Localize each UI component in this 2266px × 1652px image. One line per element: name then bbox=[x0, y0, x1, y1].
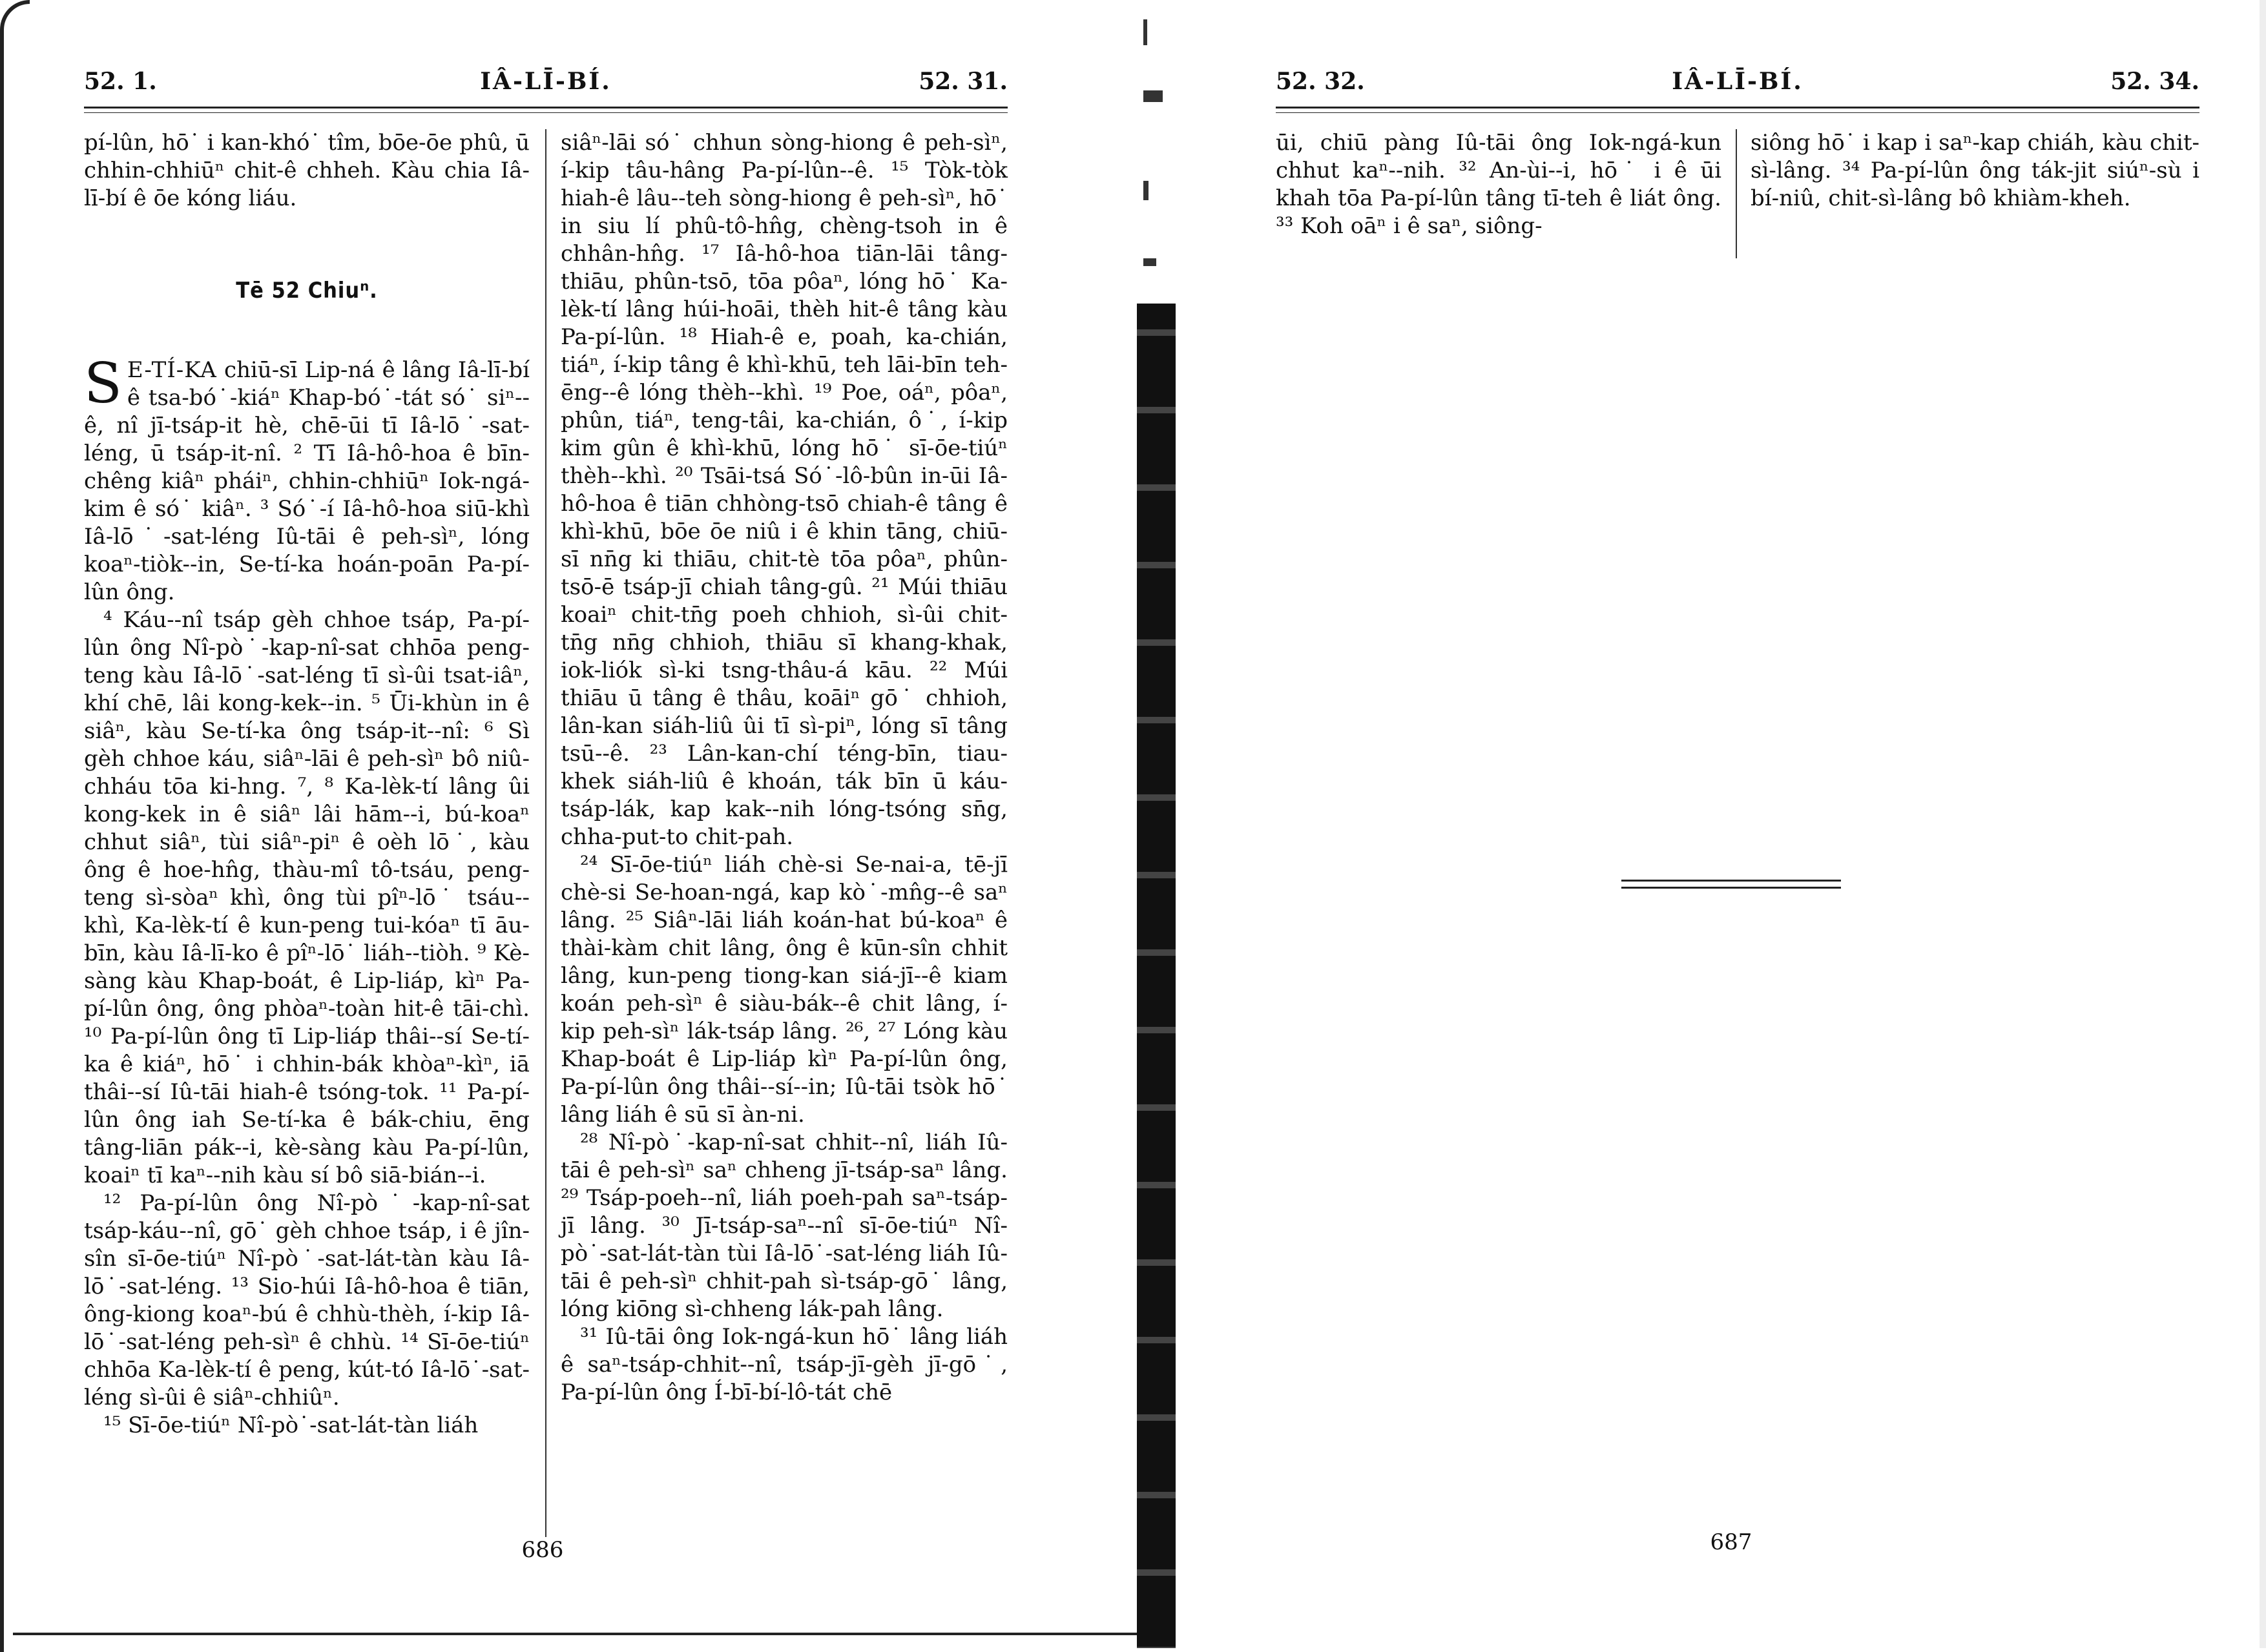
verse-ref-end: 52. 31. bbox=[919, 68, 1008, 95]
header-rule bbox=[1276, 107, 2199, 113]
chapter-heading: Tē 52 Chiuⁿ. bbox=[236, 278, 378, 304]
chapter-opening-paragraph bbox=[84, 351, 530, 606]
paragraph: ³¹ Iû-tāi ông Iok-ngá-kun hō˙ lâng liáh ê saⁿ-tsáp-chhit--nî, tsáp-jī-gèh jī-gō˙, Pa-pí-lûn ông Í-bī-bí-lô-tát chē bbox=[561, 1324, 1008, 1405]
right-page bbox=[1137, 0, 2266, 1648]
text-column-2 bbox=[1751, 129, 2199, 212]
book-gutter bbox=[1137, 304, 1176, 1648]
running-head-right-page bbox=[1276, 68, 2199, 100]
paragraph: siâⁿ-lāi só˙ chhun sòng-hiong ê peh-sìⁿ, í-kip tâu-hâng Pa-pí-lûn--ê. ¹⁵ Tòk-tòk hiah-ê lâu--teh sòng-hiong ê peh-sìⁿ, hō˙ in siu lí phû-tô-hn̂g, chèng-tsoh in ê chhân-hn̂g. ¹⁷ Iâ-hô-hoa tiān-lāi tâng-thiāu, phûn-tsō, tōa pôaⁿ, lóng hō˙ Ka-lèk-tí lâng húi-hoāi, thèh hit-ê tâng kàu Pa-pí-lûn. ¹⁸ Hiah-ê e, poah, ka-chián, tiáⁿ, í-kip tâng ê khì-khū, teh lāi-bīn teh-ēng--ê lóng thèh--khì. ¹⁹ Poe, oáⁿ, pôaⁿ, phûn, tiáⁿ, teng-tâi, ka-chián, ô˙, í-kip kim gûn ê khì-khū, lóng hō˙ sī-ōe-tiúⁿ thèh--khì. ²⁰ Tsāi-tsá Só˙-lô-bûn in-ūi Iâ-hô-hoa ê tiān chhòng-tsō chiah-ê tâng ê khì-khū, bōe ōe niû i ê khin tāng, chiū-sī nn̄g ki thiāu, chit-tè tōa pôaⁿ, phûn-tsō-ē tsáp-jī chiah tâng-gû. ²¹ Múi thiāu koaiⁿ chit-tn̄g poeh chhioh, sì-ûi chit-tn̄g nn̄g chhioh, thiāu sī khang-khak, iok-liók sì-ki tsng-thâu-á kāu. ²² Múi thiāu ū tâng ê thâu, koāiⁿ gō˙ chhioh, lân-kan siáh-liû ûi tī sì-piⁿ, lóng sī tâng tsū--ê. ²³ Lân-kan-chí téng-bīn, tiau-khek siáh-liû ê khoán, ták bīn ū káu-tsáp-lák, kap kak--nih lóng-tsóng sn̄g, chha-put-to chit-pah. bbox=[561, 130, 1008, 850]
text-column-2 bbox=[561, 129, 1008, 1407]
page-number: 686 bbox=[521, 1537, 564, 1563]
paragraph: ¹⁵ Sī-ōe-tiúⁿ Nî-pò˙-sat-lát-tàn liáh bbox=[103, 1412, 479, 1438]
verse-ref-end: 52. 34. bbox=[2110, 68, 2199, 95]
paragraph: ⁴ Káu--nî tsáp gèh chhoe tsáp, Pa-pí-lûn ông Nî-pò˙-kap-nî-sat chhōa peng-teng kàu Iâ-lō˙-sat-léng tī sì-ûi tsat-iâⁿ, khí chē, lâi kong-kek--in. ⁵ Ūi-khùn in ê siâⁿ, kàu Se-tí-ka ông tsáp-it--nî: ⁶ Sì gèh chhoe káu, siâⁿ-lāi ê peh-sìⁿ bô niû-chháu tōa ki-hng. ⁷, ⁸ Ka-lèk-tí lâng ûi kong-kek in ê siâⁿ lâi hām--i, bú-koaⁿ chhut siâⁿ, tùi siâⁿ-piⁿ ê oèh lō˙, kàu ông ê hoe-hn̂g, thàu-mî tô-tsáu, peng-teng sì-sòaⁿ khì, ông tùi pîⁿ-lō˙ tsáu--khì, Ka-lèk-tí ê kun-peng tui-kóaⁿ tī āu-bīn, kàu Iâ-lī-ko ê pîⁿ-lō˙ liáh--tiòh. ⁹ Kè-sàng kàu Khap-boát, ê Lip-liáp, kìⁿ Pa-pí-lûn ông, ông phòaⁿ-toàn hit-ê tāi-chì. ¹⁰ Pa-pí-lûn ông tī Lip-liáp thâi--sí Se-tí-ka ê kiáⁿ, hō˙ i chhin-bák khòaⁿ-kìⁿ, iā thâi--sí Iû-tāi hiah-ê tsóng-tok. ¹¹ Pa-pí-lûn ông iah Se-tí-ka ê bák-chiu, ēng tâng-liān pák--i, kè-sàng kàu Pa-pí-lûn, koaiⁿ tī kaⁿ--nih kàu sí bô siā-bián--i. bbox=[84, 607, 530, 1188]
page-edge-shadow bbox=[0, 0, 30, 1652]
paragraph-text: chiū-sī Lip-ná ê lâng Iâ-lī-bí ê tsa-bó˙-kiáⁿ Khap-bó˙-tát só˙ siⁿ--ê, nî jī-tsáp-it hè, chē-ūi tī Iâ-lō˙-sat-léng, ū tsáp-it-nî. ² Tī Iâ-hô-hoa ê bīn-chêng kiâⁿ pháiⁿ, chhin-chhiūⁿ Iok-ngá-kim ê só˙ kiâⁿ. ³ Só˙-í Iâ-hô-hoa siū-khì Iâ-lō˙-sat-léng Iû-tāi ê peh-sìⁿ, lóng koaⁿ-tiòk--in, Se-tí-ka hoán-poān Pa-pí-lûn ông. bbox=[84, 357, 530, 605]
book-title: IÂ-LĪ-BÍ. bbox=[1672, 68, 1803, 95]
paragraph: ²⁸ Nî-pò˙-kap-nî-sat chhit--nî, liáh Iû-tāi ê peh-sìⁿ saⁿ chheng jī-tsáp-saⁿ lâng. ²⁹ Tsáp-poeh--nî, liáh poeh-pah saⁿ-tsáp-jī lâng. ³⁰ Jī-tsáp-saⁿ--nî sī-ōe-tiúⁿ Nî-pò˙-sat-lát-tàn tùi Iâ-lō˙-sat-léng liáh Iû-tāi ê peh-sìⁿ chhit-pah sì-tsáp-gō˙ lâng, lóng kiōng sì-chheng lák-pah lâng. bbox=[561, 1130, 1008, 1322]
column-divider bbox=[545, 129, 546, 1537]
header-rule bbox=[84, 107, 1008, 113]
page-number: 687 bbox=[1710, 1529, 1752, 1555]
text-column-1 bbox=[1276, 129, 1721, 240]
paragraph: ¹² Pa-pí-lûn ông Nî-pò˙-kap-nî-sat tsáp-káu--nî, gō˙ gèh chhoe tsáp, i ê jîn-sîn sī-ōe-tiúⁿ Nî-pò˙-sat-lát-tàn kàu Iâ-lō˙-sat-léng. ¹³ Sio-húi Iâ-hô-hoa ê tiān, ông-kiong koaⁿ-bú ê chhù-thèh, í-kip Iâ-lō˙-sat-léng peh-sìⁿ ê chhù. ¹⁴ Sī-ōe-tiúⁿ chhōa Ka-lèk-tí ê peng, kút-tó Iâ-lō˙-sat-léng sì-ûi ê siâⁿ-chhiûⁿ. bbox=[84, 1190, 530, 1410]
book-title: IÂ-LĪ-BÍ. bbox=[480, 68, 612, 95]
column-divider bbox=[1736, 129, 1737, 258]
verse-ref-start: 52. 32. bbox=[1276, 68, 1365, 95]
paragraph: siông hō˙ i kap i saⁿ-kap chiáh, kàu chit-sì-lâng. ³⁴ Pa-pí-lûn ông ták-jit siúⁿ-sù i bí-niû, chit-sì-lâng bô khiàm-kheh. bbox=[1751, 130, 2199, 211]
page-bottom-edge bbox=[13, 1633, 1137, 1635]
page-edge-shadow bbox=[2260, 0, 2266, 1648]
paragraph: ²⁴ Sī-ōe-tiúⁿ liáh chè-si Se-nai-a, tē-jī chè-si Se-hoan-ngá, kap kò˙-mn̂g--ê saⁿ lâng. ²⁵ Siâⁿ-lāi liáh koán-hat bú-koaⁿ ê thài-kàm chit lâng, ông ê kūn-sîn chhit lâng, kun-peng tiong-kan siá-jī--ê kiam koán peh-sìⁿ ê siàu-bák--ê chit lâng, í-kip peh-sìⁿ lák-tsáp lâng. ²⁶, ²⁷ Lóng kàu Khap-boát ê Lip-liáp kìⁿ Pa-pí-lûn ông, Pa-pí-lûn ông thâi--sí--in; Iû-tāi tsòk hō˙ lâng liáh ê sū sī àn-ni. bbox=[561, 852, 1008, 1128]
end-of-book-rule bbox=[1621, 880, 1841, 889]
running-head-left-page bbox=[84, 68, 1008, 100]
text-column-1 bbox=[84, 129, 530, 1440]
gutter-marks bbox=[1137, 13, 1176, 297]
verse-ref-start: 52. 1. bbox=[84, 68, 157, 95]
paragraph: ūi, chiū pàng Iû-tāi ông Iok-ngá-kun chhut kaⁿ--nih. ³² An-ùi--i, hō˙ i ê ūi khah tōa Pa-pí-lûn tâng tī-teh ê liát ông. ³³ Koh oāⁿ i ê saⁿ, siông- bbox=[1276, 130, 1721, 239]
paragraph: pí-lûn, hō˙ i kan-khó˙ tîm, bōe-ōe phû, ū chhin-chhiūⁿ chit-ê chheh. Kàu chia Iâ-lī-bí ê ōe kóng liáu. bbox=[84, 130, 530, 211]
opening-name: E-TÍ-KA bbox=[127, 357, 217, 383]
drop-cap: S bbox=[84, 351, 122, 416]
